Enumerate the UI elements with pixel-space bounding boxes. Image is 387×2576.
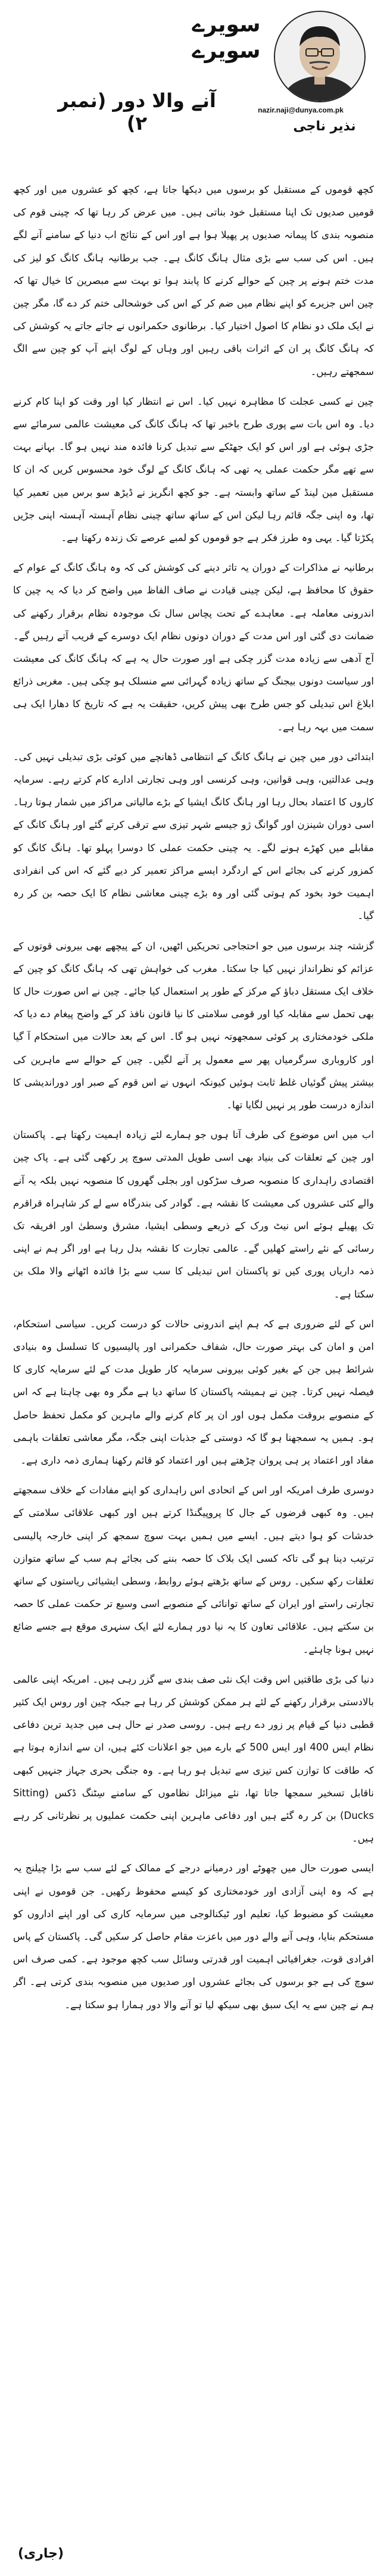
column-title: آنے والا دور (نمبر ۲)	[58, 89, 216, 135]
author-portrait-icon	[275, 12, 364, 101]
column-body	[13, 179, 374, 2553]
paragraph: گزشتہ چند برسوں میں جو احتجاجی تحریکیں اٹھیں، ان کے پیچھے بھی بیرونی قوتوں کے عزائم کو نظرانداز نہیں کیا جا سکتا۔ مغرب کی خواہش تھی کہ ہانگ کانگ کو چین کے خلاف ایک مستقل دباؤ کے مرکز کے طور پر استعمال کیا جائے۔ چین نے اس صورت حال کا بھی تحمل سے مقابلہ کیا اور قومی سلامتی کا نیا قانون نافذ کر کے واضح پیغام دے دیا کہ ملکی خودمختاری پر کوئی سمجھوتہ نہیں ہو گا۔ اس کے بعد حالات میں استحکام آ گیا اور کاروباری سرگرمیاں پھر سے معمول پر آنے لگیں۔ چین کے حوالے سے ماہرین کی بیشتر پیش گوئیاں غلط ثابت ہوئیں کیونکہ انہوں نے اس قوم کے صبر اور دوراندیشی کا اندازہ درست طور پر نہیں لگایا تھا۔	[13, 940, 374, 1111]
paragraph: برطانیہ نے مذاکرات کے دوران یہ تاثر دینے کی کوشش کی کہ وہ ہانگ کانگ کے عوام کے حقوق کا محافظ ہے، لیکن چینی قیادت نے صاف الفاظ میں واضح کر دیا کہ یہ چین کا اندرونی معاملہ ہے۔ معاہدے کے تحت پچاس سال تک موجودہ نظام برقرار رکھنے کی ضمانت دی گئی اور اس مدت کے دوران دونوں نظام ایک دوسرے کے قریب آتے رہیں گے۔ آج آدھی سے زیادہ مدت گزر چکی ہے اور صورت حال یہ ہے کہ ہانگ کانگ کی معیشت اور سیاست دونوں بیجنگ کے ساتھ زیادہ گہرائی سے منسلک ہو چکی ہیں۔ مغربی ذرائع ابلاغ اس تبدیلی کو جس طرح بھی پیش کریں، حقیقت یہ ہے کہ تاریخ کا دھارا ایک ہی سمت میں بہہ رہا ہے۔	[13, 562, 374, 733]
column-header	[0, 0, 387, 179]
paragraph: کچھ قوموں کے مستقبل کو برسوں میں دیکھا جاتا ہے، کچھ کو عشروں میں اور کچھ قومیں صدیوں تک اپنا مستقبل خود بناتی ہیں۔ میں عرض کر رہا تھا کہ چینی قوم کی منصوبہ بندی کا پیمانہ صدیوں پر پھیلا ہوا ہے اور اس کے نتائج اب دنیا کے سامنے آنے لگے ہیں۔ اس کی سب سے بڑی مثال ہانگ کانگ ہے۔ جب برطانیہ ہانگ کانگ کو لیز کی مدت ختم ہونے پر چین کے حوالے کرنے کا پابند ہوا تو بہت سے مبصرین کا خیال تھا کہ چین اس جزیرے کو اپنے نظام میں ضم کر کے اس کی خوشحالی ختم کر دے گا، مگر چین نے ایک ملک دو نظام کا اصول اختیار کیا۔ برطانوی حکمرانوں نے جاتے جاتے یہ کوشش کی کہ ہانگ کانگ پر ان کے اثرات باقی رہیں اور وہاں کے لوگ اپنے آپ کو چین سے الگ سمجھتے رہیں۔	[13, 184, 374, 377]
paragraph: ابتدائی دور میں چین نے ہانگ کانگ کے انتظامی ڈھانچے میں کوئی بڑی تبدیلی نہیں کی۔ وہی عدالتیں، وہی قوانین، وہی کرنسی اور وہی تجارتی ادارے کام کرتے رہے۔ سرمایہ کاروں کا اعتماد بحال رہا اور ہانگ کانگ ایشیا کے بڑے مالیاتی مراکز میں شمار ہوتا رہا۔ اسی دوران شینزن اور گوانگ ژو جیسے شہر تیزی سے ترقی کرتے گئے اور ہانگ کانگ کے مقابلے میں کھڑے ہونے لگے۔ یہ چینی حکمت عملی کا دوسرا پہلو تھا۔ ہانگ کانگ کو کمزور کرنے کی بجائے اس کے اردگرد ایسے مراکز تعمیر کر دیے گئے کہ اس کی انفرادی اہمیت خود بخود کم ہوتی گئی اور وہ بڑے چینی معاشی نظام کا ایک حصہ بن کر رہ گیا۔	[13, 751, 374, 922]
author-name: نذیر ناجی	[293, 119, 356, 134]
paragraph: اب میں اس موضوع کی طرف آتا ہوں جو ہمارے لئے زیادہ اہمیت رکھتا ہے۔ پاکستان اور چین کے تعلقات کی بنیاد بھی اسی طویل المدتی سوچ پر رکھی گئی ہے۔ پاک چین اقتصادی راہداری کا منصوبہ صرف سڑکوں اور بجلی گھروں کا منصوبہ نہیں بلکہ یہ آنے والے کئی عشروں کی معیشت کا نقشہ ہے۔ گوادر کی بندرگاہ سے لے کر شاہراہ قراقرم تک پھیلے ہوئے اس نیٹ ورک کے ذریعے وسطی ایشیا، مشرق وسطیٰ اور افریقہ تک رسائی کے نئے راستے کھلیں گے۔ عالمی تجارت کا نقشہ بدل رہا ہے اور اگر ہم نے اپنی ذمہ داریاں پوری کیں تو پاکستان اس تبدیلی کا سب سے بڑا فائدہ اٹھانے والا ملک بن سکتا ہے۔	[13, 1129, 374, 1300]
paragraph: چین نے کسی عجلت کا مظاہرہ نہیں کیا۔ اس نے انتظار کیا اور وقت کو اپنا کام کرنے دیا۔ وہ اس بات سے پوری طرح باخبر تھا کہ ہانگ کانگ کی معیشت عالمی سرمائے سے جڑی ہوئی ہے اور اس کو ایک جھٹکے سے تبدیل کرنا فائدہ مند نہیں ہو گا۔ بہانے بہت سے تھے مگر حکمت عملی یہ تھی کہ ہانگ کانگ کے لوگ خود محسوس کریں کہ ان کا مستقبل مین لینڈ کے ساتھ وابستہ ہے۔ جو کچھ انگریز نے ڈیڑھ سو برس میں تعمیر کیا تھا، وہ اپنی جگہ قائم رہا لیکن اس کے ساتھ ساتھ چینی نظام آہستہ آہستہ اپنی جڑیں پکڑتا گیا۔ یہی وہ طرز فکر ہے جو قوموں کو لمبے عرصے تک زندہ رکھتا ہے۔	[13, 395, 374, 544]
paragraph: ایسی صورت حال میں چھوٹے اور درمیانے درجے کے ممالک کے لئے سب سے بڑا چیلنج یہ ہے کہ وہ اپنی آزادی اور خودمختاری کو کیسے محفوظ رکھیں۔ جن قوموں نے اپنی معیشت کو مضبوط کیا، تعلیم اور ٹیکنالوجی میں سرمایہ کاری کی اور اپنے اداروں کو مستحکم بنایا، وہی آنے والے دور میں باعزت مقام حاصل کر سکیں گی۔ پاکستان کے پاس افرادی قوت، جغرافیائی اہمیت اور قدرتی وسائل سب کچھ موجود ہے۔ کمی صرف اس سوچ کی ہے جو برسوں کی بجائے عشروں اور صدیوں میں منصوبہ بندی کرتی ہے۔ اگر ہم نے چین سے یہ ایک سبق بھی سیکھ لیا تو آنے والا دور ہمارا ہو سکتا ہے۔	[13, 1862, 374, 2011]
column-logo	[185, 13, 268, 63]
paragraph: دنیا کی بڑی طاقتیں اس وقت ایک نئی صف بندی سے گزر رہی ہیں۔ امریکہ اپنی عالمی بالادستی برقرار رکھنے کے لئے ہر ممکن کوشش کر رہا ہے جبکہ چین اور روس ایک کثیر قطبی دنیا کے قیام پر زور دے رہے ہیں۔ روسی صدر نے حال ہی میں جدید ترین دفاعی نظام ایس 400 اور ایس 500 کے بارے میں جو اعلانات کئے ہیں، ان سے اندازہ ہوتا ہے کہ طاقت کا توازن کس تیزی سے تبدیل ہو رہا ہے۔ وہ جنگی بحری جہاز جنہیں کبھی ناقابل تسخیر سمجھا جاتا تھا، نئے میزائل نظاموں کے سامنے سِٹنگ ڈکس (Sitting Ducks) بن کر رہ گئے ہیں اور دفاعی ماہرین اپنی حکمت عملیوں پر نظرثانی کر رہے ہیں۔	[13, 1673, 374, 1845]
logo-text-top: سویرے	[192, 12, 261, 37]
author-email: nazir.naji@dunya.com.pk	[258, 106, 344, 114]
paragraph: اس کے لئے ضروری ہے کہ ہم اپنے اندرونی حالات کو درست کریں۔ سیاسی استحکام، امن و امان کی بہتر صورت حال، شفاف حکمرانی اور پالیسیوں کا تسلسل وہ بنیادی شرائط ہیں جن کے بغیر کوئی بیرونی سرمایہ کار طویل مدت کے لئے سرمایہ کاری کا فیصلہ نہیں کرتا۔ چین نے ہمیشہ پاکستان کا ساتھ دیا ہے مگر وہ بھی چاہتا ہے کہ اس کے منصوبے بروقت مکمل ہوں اور ان پر کام کرنے والے ماہرین کو مکمل تحفظ حاصل ہو۔ ہمیں یہ سمجھنا ہو گا کہ دوستی کے جذبات اپنی جگہ، مگر معاشی تعلقات باہمی مفاد اور اعتماد پر ہی پروان چڑھتے ہیں اور اعتماد کو قائم رکھنا ہماری ذمہ داری ہے۔	[13, 1318, 374, 1466]
paragraph: دوسری طرف امریکہ اور اس کے اتحادی اس راہداری کو اپنے مفادات کے خلاف سمجھتے ہیں۔ وہ کبھی قرضوں کے جال کا پروپیگنڈا کرتے ہیں اور کبھی علاقائی سلامتی کے خدشات کو ہوا دیتے ہیں۔ ایسے میں ہمیں بہت سوچ سمجھ کر اپنی خارجہ پالیسی ترتیب دینا ہو گی تاکہ کسی ایک بلاک کا حصہ بننے کی بجائے ہم سب کے ساتھ متوازن تعلقات رکھ سکیں۔ روس کے ساتھ بڑھتے ہوئے روابط، وسطی ایشیائی ریاستوں کے ساتھ تجارتی راستے اور ایران کے ساتھ توانائی کے منصوبے اسی وسیع تر حکمت عملی کا حصہ بن سکتے ہیں۔ علاقائی تعاون کا یہ نیا دور ہمارے لئے ایک سنہری موقع ہے جسے ضائع نہیں ہونا چاہئے۔	[13, 1484, 374, 1655]
logo-text-bottom: سویرے	[192, 39, 261, 63]
continued-marker: (جاری)	[18, 2546, 64, 2561]
author-photo	[274, 11, 366, 102]
